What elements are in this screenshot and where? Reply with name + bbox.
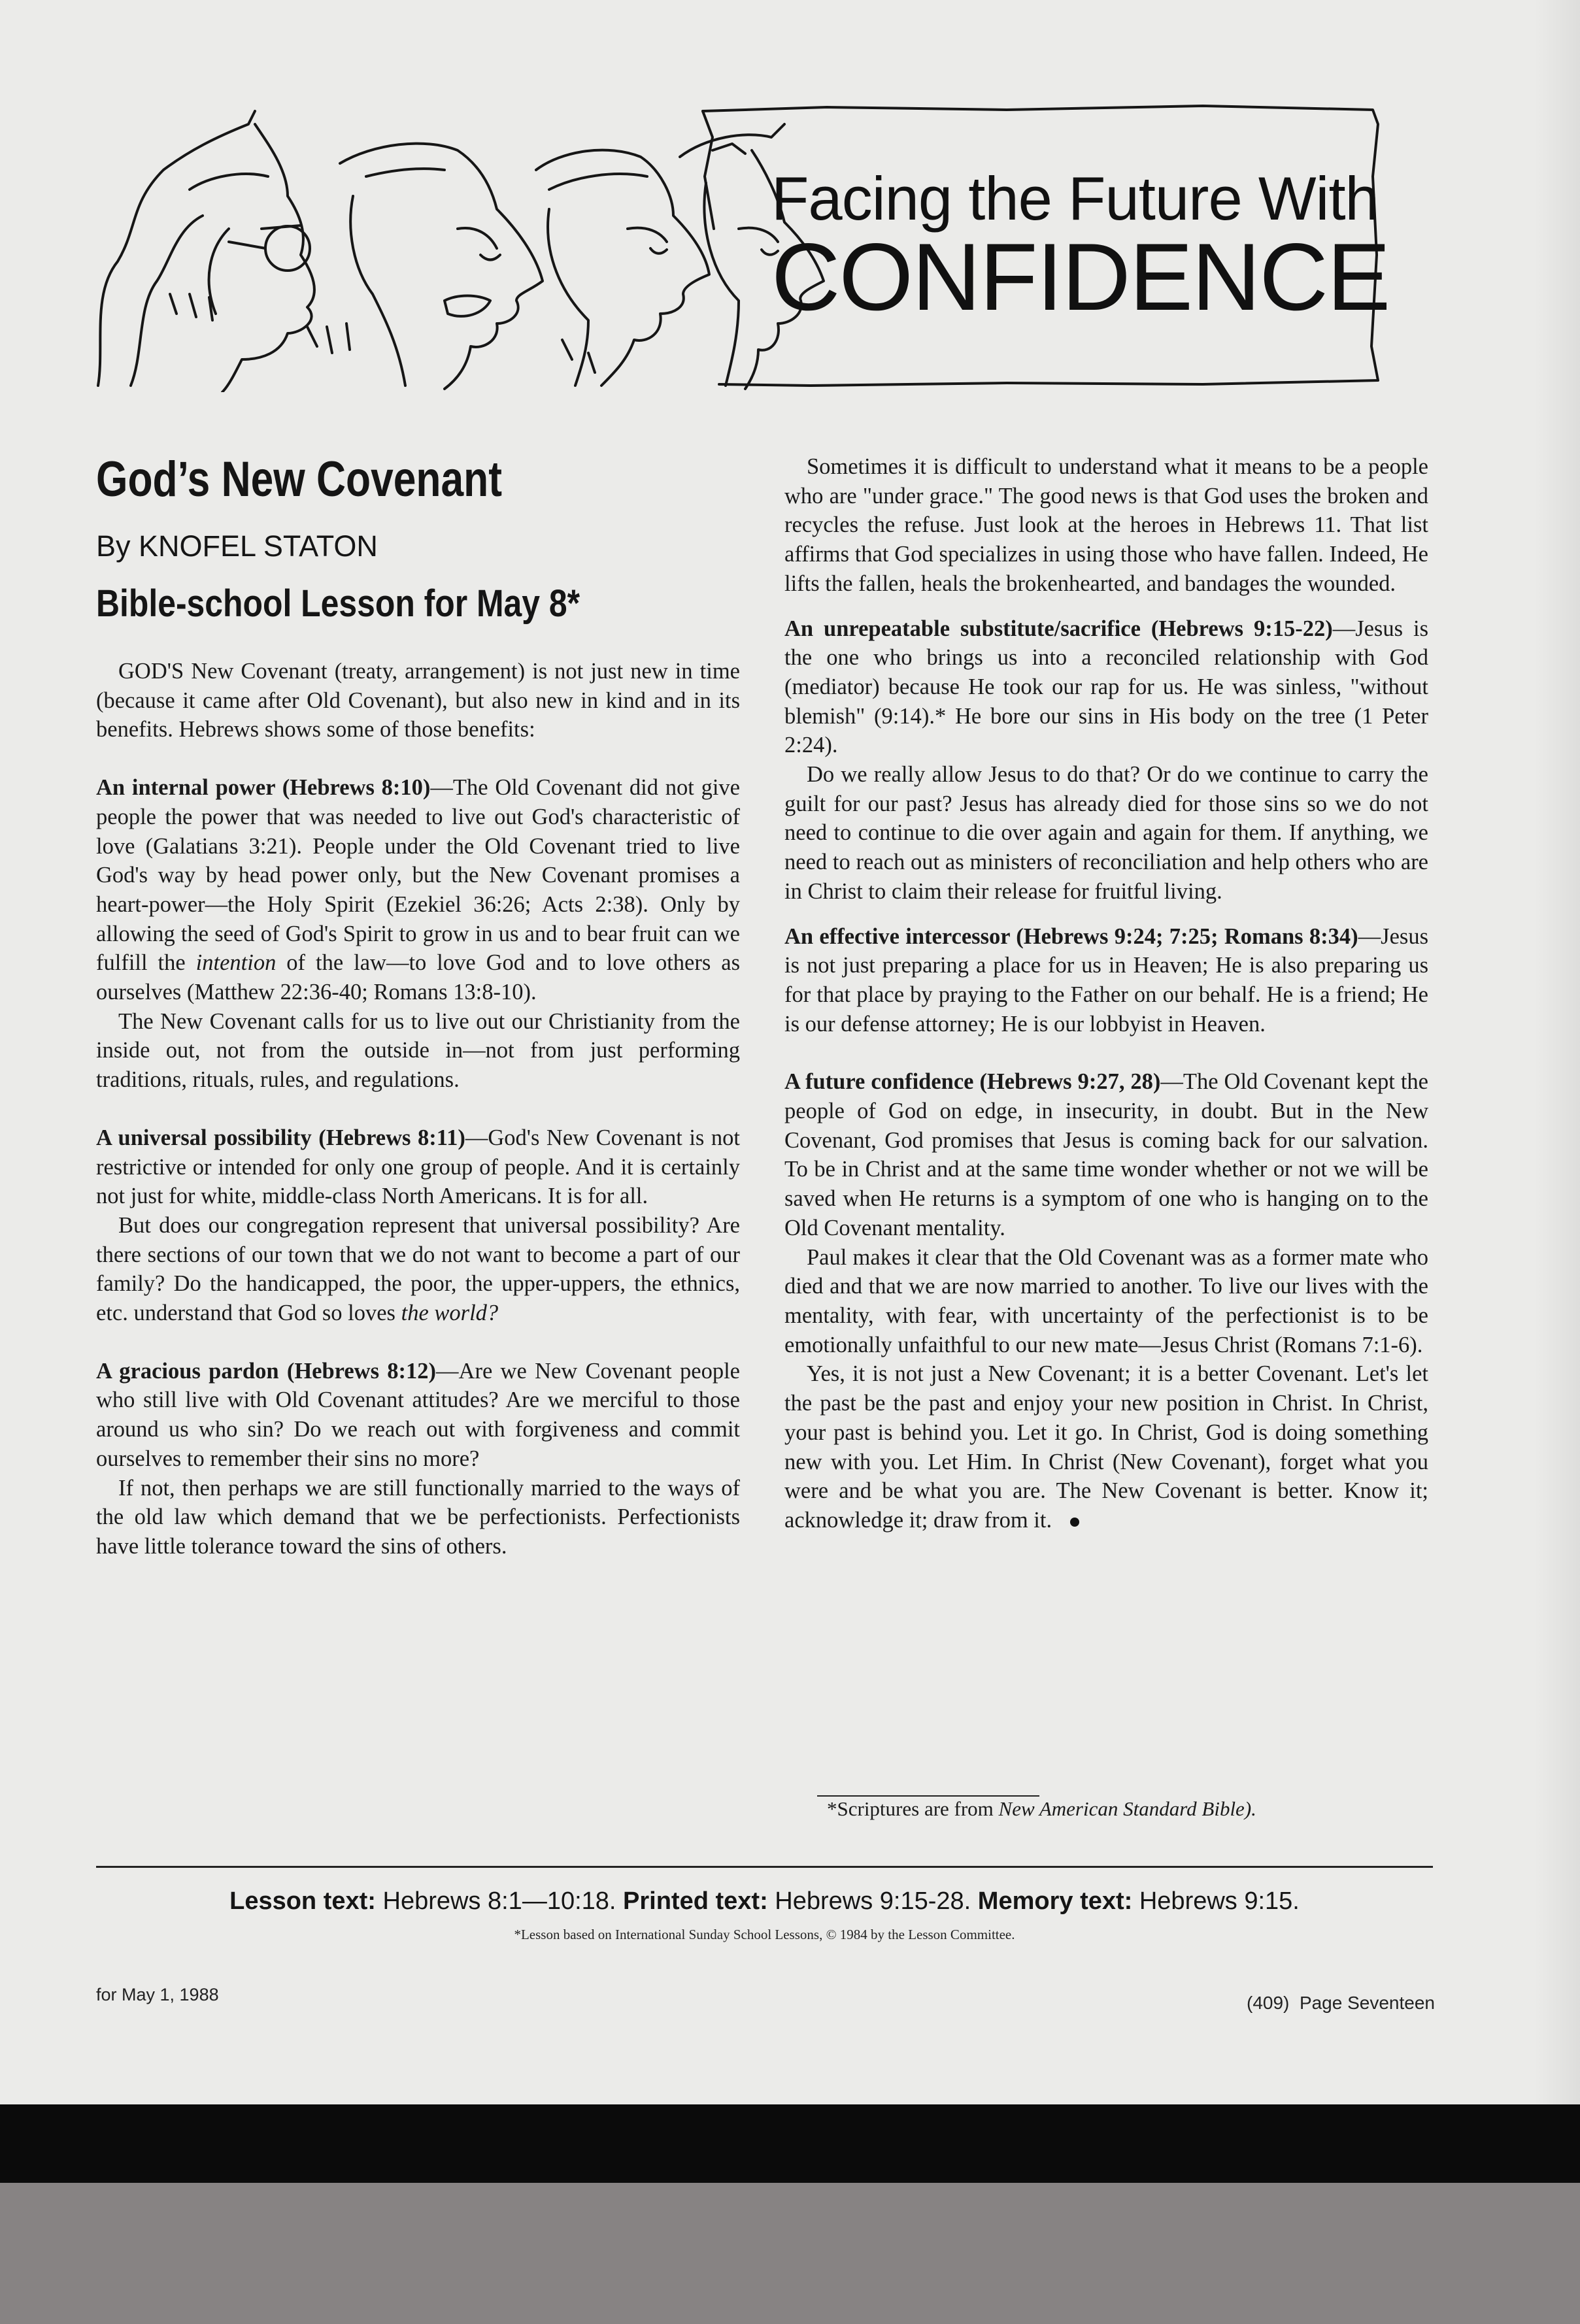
paragraph: But does our congregation represent that universal possibility? Are there sections of our town that we do not want to become a part of our family? Do the handicapped, the poor, the upper-uppers, the ethnics, etc. understand that God so loves the world? [96, 1212, 740, 1326]
right-column [784, 452, 1428, 1535]
banner-title-line2: CONFIDENCE [771, 224, 1390, 330]
divider [96, 1866, 1433, 1868]
copyright-note: *Lesson based on International Sunday School Lessons, © 1984 by the Lesson Committee. [514, 1927, 1015, 1942]
paragraph: The New Covenant calls for us to live out our Christianity from the inside out, not from the outside in—not from just performing traditions, rituals, rules, and regulations. [96, 1008, 740, 1093]
page-edge-shade [1534, 0, 1580, 2104]
section-heading: A universal possibility (Hebrews 8:11) [96, 1125, 465, 1150]
left-intro: GOD'S New Covenant (treaty, arrangement) is not just new in time (because it came after Old Covenant), but also new in kind and in its benefits. Hebrews shows some of those benefits: [96, 659, 740, 742]
paragraph: If not, then perhaps we are still functionally married to the ways of the old law which demand that we be perfectionists. Perfectionists have little tolerance toward the sins of others. [96, 1475, 740, 1559]
left-column [96, 657, 740, 1561]
header-banner [92, 98, 1438, 392]
paragraph: Paul makes it clear that the Old Covenant was as a former mate who died and that we are now married to another. To live our lives with the mentality, with fear, with uncertainty of the perfectionist is to be emotionally unfaithful to our new mate—Jesus Christ (Romans 7:1-6). [784, 1244, 1428, 1357]
section-heading: A future confidence (Hebrews 9:27, 28) [784, 1069, 1161, 1095]
right-intro: Sometimes it is difficult to understand what it means to be a people who are "under grace." The good news is that God uses the broken and recycles the refuse. Just look at the heroes in Hebrews 11. That list affirms that God specializes in using those who have fallen. Indeed, He lifts the fallen, heals the brokenhearted, and bandages the wounded. [784, 454, 1428, 596]
banner-title-line1: Facing the Future With [771, 164, 1379, 233]
lesson-text-line: Lesson text: Hebrews 8:1—10:18. Printed text: Hebrews 9:15-28. Memory text: Hebrews 9:15. [229, 1887, 1300, 1915]
page-number: (409) [1247, 1993, 1290, 2013]
section-heading: An effective intercessor (Hebrews 9:24; 7:25; Romans 8:34) [784, 923, 1358, 949]
section-heading: An internal power (Hebrews 8:10) [96, 775, 431, 801]
section-heading: An unrepeatable substitute/sacrifice (Hebrews 9:15-22) [784, 616, 1333, 641]
byline [96, 529, 378, 563]
paragraph: Do we really allow Jesus to do that? Or do we continue to carry the guilt for our past? Jesus has already died for those sins so we do not need to continue to die over again and again for them. If anything, we need to reach out as ministers of reconciliation and help others who are in Christ to claim their release for fruitful living. [784, 762, 1428, 904]
issue-date: for May 1, 1988 [96, 1985, 219, 2004]
lesson-title: God’s New Covenant [96, 452, 502, 507]
section-effective-intercessor: An effective intercessor (Hebrews 9:24; 7:25; Romans 8:34)—Jesus is not just preparing a place for us in Heaven; He is also preparing us for that place by praying to the Father on our behalf. He is a friend; He is our defense attorney; He is our lobbyist in Heaven. [784, 923, 1428, 1037]
section-universal-possibility: A universal possibility (Hebrews 8:11)—God's New Covenant is not restrictive or intended for only one group of people. And it is certainly not just for white, middle-class North Americans. It is for all. [96, 1125, 740, 1209]
scripture-footnote: *Scriptures are from New American Standard Bible). [827, 1797, 1256, 1820]
footnote-rule [817, 1795, 1039, 1797]
lesson-subtitle: Bible-school Lesson for May 8* [96, 582, 580, 625]
page-folio [1144, 1993, 1435, 2014]
paragraph-closing: Yes, it is not just a New Covenant; it is a better Covenant. Let's let the past be the past and enjoy your new position in Christ. In Christ, your past is behind you. Let it go. In Christ, God is doing something new with you. Let Him. In Christ (New Covenant), forget what you were and be what you are. The New Covenant is better. Know it; acknowledge it; draw from it. [784, 1361, 1428, 1533]
author-name: KNOFEL STATON [139, 529, 378, 563]
page-label: Page Seventeen [1299, 1993, 1435, 2013]
section-future-confidence: A future confidence (Hebrews 9:27, 28)—The Old Covenant kept the people of God on edge, in insecurity, in doubt. But in the New Covenant, God promises that Jesus is coming back for our salvation. To be in Christ and at the same time wonder whether or not we will be saved when He returns is a symptom of one who is hanging on to the Old Covenant mentality. [784, 1069, 1428, 1240]
section-heading: A gracious pardon (Hebrews 8:12) [96, 1358, 437, 1384]
byline-prefix: By [96, 529, 131, 563]
section-unrepeatable-sacrifice: An unrepeatable substitute/sacrifice (Hebrews 9:15-22)—Jesus is the one who brings us into a reconciled relationship with God (mediator) because He took our rap for us. He was sinless, "without blemish" (9:14).* He bore our sins in His body on the tree (1 Peter 2:24). [784, 616, 1428, 758]
section-gracious-pardon: A gracious pardon (Hebrews 8:12)—Are we New Covenant people who still live with Old Covenant attitudes? Are we merciful to those around us who sin? Do we reach out with forgiveness and commit ourselves to remember their sins no more? [96, 1358, 740, 1471]
end-mark-icon [1070, 1518, 1079, 1527]
section-internal-power: An internal power (Hebrews 8:10)—The Old Covenant did not give people the power that was needed to live out God's characteristic of love (Galatians 3:21). People under the Old Covenant tried to live God's way by head power only, but the New Covenant promises a heart-power—the Holy Spirit (Ezekiel 36:26; Acts 2:38). Only by allowing the seed of God's Spirit to grow in us and to bear fruit can we fulfill the intention of the law—to love God and to love others as ourselves (Matthew 22:36-40; Romans 13:8-10). [96, 775, 740, 1005]
gray-surface [0, 2183, 1580, 2324]
